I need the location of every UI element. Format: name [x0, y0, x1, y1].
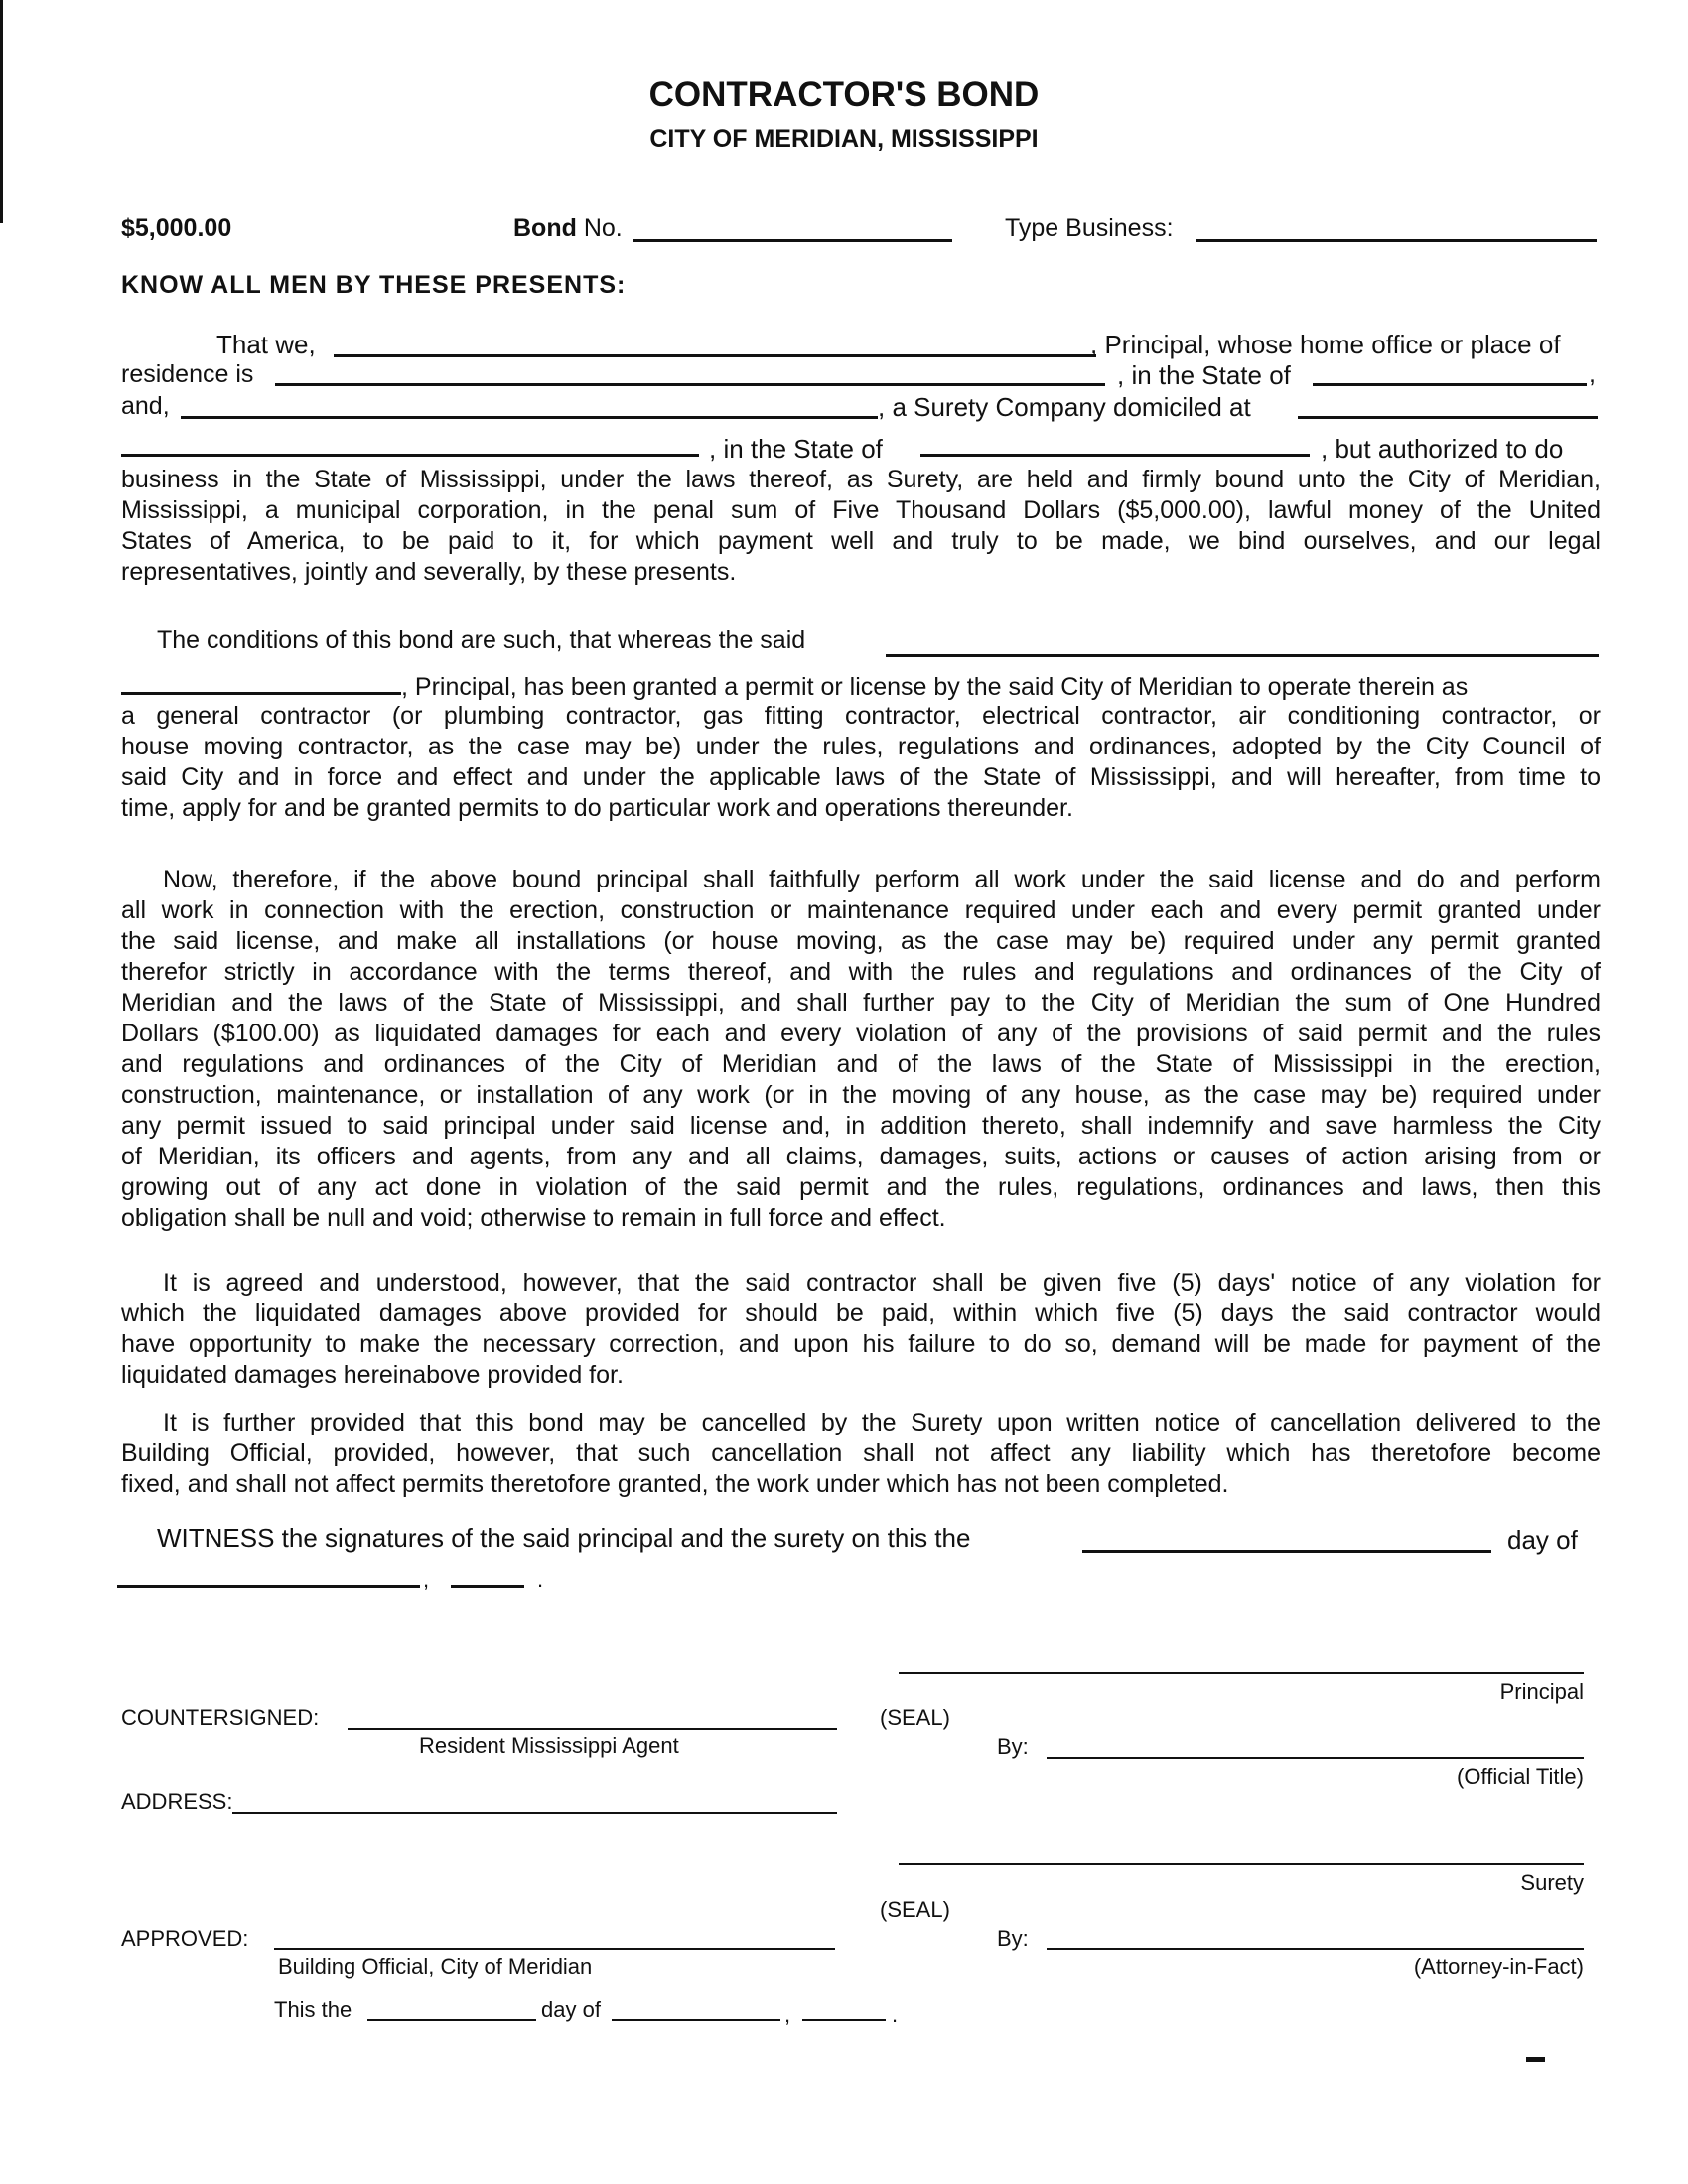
by-label-2: By:: [997, 1926, 1029, 1951]
further-line: Building Official, provided, however, that such cancellation shall not affect any liability which has theretofore become: [121, 1439, 1601, 1467]
principal-text: , Principal, whose home office or place of: [1090, 330, 1561, 359]
address-label: ADDRESS:: [121, 1789, 233, 1814]
seal-1: (SEAL): [880, 1706, 950, 1730]
agreed-line: have opportunity to make the necessary correction, and upon his failure to do so, demand will be made for payment of the: [121, 1330, 1601, 1358]
official-title-label: (Official Title): [1457, 1764, 1584, 1789]
page-subtitle: CITY OF MERIDIAN, MISSISSIPPI: [649, 125, 1039, 153]
principal-name-field[interactable]: [334, 354, 1096, 357]
now-therefore-paragraph: [121, 865, 1601, 1234]
surety-by-field[interactable]: [1047, 1948, 1584, 1950]
that-we-label: That we,: [216, 330, 316, 359]
bond-number-label: [513, 214, 623, 243]
building-official-label: Building Official, City of Meridian: [278, 1954, 593, 1979]
authorized-label: , but authorized to do: [1321, 434, 1564, 464]
countersigned-field[interactable]: [348, 1728, 837, 1730]
attorney-in-fact-label: (Attorney-in-Fact): [1413, 1954, 1584, 1979]
now-therefore-line: any permit issued to said principal under said license and, in addition thereto, shall indemnify and save harmless the City: [121, 1112, 1601, 1140]
by-label-1: By:: [997, 1734, 1029, 1759]
and-label: and,: [121, 392, 170, 420]
now-therefore-line: Meridian and the laws of the State of Mississippi, and shall further pay to the City of Meridian the sum of One Hundred: [121, 989, 1601, 1017]
approved-day-of-label: day of: [541, 1997, 601, 2022]
bond-label-bold: Bond: [513, 214, 577, 242]
further-line: fixed, and shall not affect permits theretofore granted, the work under which has not been completed.: [121, 1470, 1229, 1498]
in-state-label: , in the State of: [1117, 360, 1291, 390]
witness-day-of: day of: [1507, 1525, 1578, 1555]
approved-day-field[interactable]: [367, 2019, 536, 2021]
surety-label: Surety: [1520, 1870, 1584, 1895]
now-therefore-line: construction, maintenance, or installation of any work (or in the moving of any house, as the case may be) required under: [121, 1081, 1601, 1109]
agreed-line: which the liquidated damages above provided for should be paid, within which five (5) days the said contractor would: [121, 1299, 1601, 1327]
agreed-line: It is agreed and understood, however, that the said contractor shall be given five (5) days' notice of any violation for: [163, 1269, 1601, 1297]
conditions-line: said City and in force and effect and under the applicable laws of the State of Mississippi, and will hereafter, from time to: [121, 763, 1601, 791]
further-line: It is further provided that this bond may be cancelled by the Surety upon written notice of cancellation delivered to the: [163, 1409, 1601, 1436]
conditions-line: time, apply for and be granted permits to do particular work and operations thereunder.: [121, 794, 1073, 822]
bond-amount: $5,000.00: [121, 214, 232, 242]
now-therefore-line: of Meridian, its officers and agents, from any and all claims, damages, suits, actions or causes of action arising from or: [121, 1143, 1601, 1170]
page-mark: [1526, 2057, 1545, 2062]
page-title: CONTRACTOR'S BOND: [648, 75, 1040, 114]
witness-period: .: [537, 1568, 544, 1592]
witness-year-field[interactable]: [451, 1585, 524, 1588]
principal-label: Principal: [1499, 1679, 1584, 1704]
witness-month-field[interactable]: [117, 1585, 420, 1588]
witness-comma: ,: [423, 1568, 430, 1592]
approved-label: APPROVED:: [121, 1926, 249, 1951]
conditions-lead: The conditions of this bond are such, that whereas the said: [157, 626, 806, 654]
parties-body: [121, 465, 1601, 588]
conditions-principal-field[interactable]: [886, 654, 1599, 657]
surety-company-field[interactable]: [181, 416, 878, 419]
approved-year-field[interactable]: [802, 2019, 886, 2021]
parties-line: Mississippi, a municipal corporation, in the penal sum of Five Thousand Dollars ($5,000.00), lawful money of the United: [121, 496, 1601, 524]
now-therefore-line: Dollars ($100.00) as liquidated damages for each and every violation of any of the provisions of said permit and the rules: [121, 1020, 1601, 1047]
countersigned-label: COUNTERSIGNED:: [121, 1706, 320, 1730]
surety-state-label: , in the State of: [709, 434, 883, 464]
bond-label-no: No.: [583, 214, 623, 242]
conditions-principal-field-2[interactable]: [121, 692, 401, 695]
approved-period: .: [892, 2002, 899, 2027]
approved-comma: ,: [784, 2002, 791, 2027]
surety-signature-line[interactable]: [899, 1863, 1584, 1865]
now-therefore-line: growing out of any act done in violation of the said permit and the rules, regulations, ordinances and laws, then this: [121, 1173, 1601, 1201]
seal-2: (SEAL): [880, 1897, 950, 1922]
now-therefore-line: and regulations and ordinances of the City of Meridian and of the laws of the State of Mississippi in the erection,: [121, 1050, 1601, 1078]
witness-day-field[interactable]: [1082, 1550, 1491, 1553]
agreed-line: liquidated damages hereinabove provided for.: [121, 1361, 624, 1389]
agreed-paragraph: [121, 1268, 1601, 1391]
residence-field[interactable]: [275, 383, 1105, 386]
residence-state-field[interactable]: [1313, 383, 1587, 386]
conditions-first-line: , Principal, has been granted a permit or license by the said City of Meridian to operate therein as: [401, 673, 1469, 701]
parties-line: business in the State of Mississippi, under the laws thereof, as Surety, are held and firmly bound unto the City of Meridian,: [121, 466, 1601, 493]
now-therefore-line: obligation shall be null and void; otherwise to remain in full force and effect.: [121, 1204, 946, 1232]
principal-signature-line[interactable]: [899, 1672, 1584, 1674]
witness-text: WITNESS the signatures of the said principal and the surety on this the: [157, 1523, 971, 1553]
approved-field[interactable]: [274, 1948, 835, 1950]
now-therefore-line: all work in connection with the erection, construction or maintenance required under each and every permit granted under: [121, 896, 1601, 924]
type-business-label: Type Business:: [1005, 214, 1174, 242]
this-the-label: This the: [274, 1997, 352, 2022]
conditions-line: a general contractor (or plumbing contractor, gas fitting contractor, electrical contractor, air conditioning contractor, or: [121, 702, 1601, 730]
surety-state-field[interactable]: [920, 454, 1310, 457]
intro-heading: KNOW ALL MEN BY THESE PRESENTS:: [121, 271, 627, 299]
now-therefore-line: therefor strictly in accordance with the terms thereof, and with the rules and regulations and ordinances of the City of: [121, 958, 1601, 986]
now-therefore-line: the said license, and make all installations (or house moving, as the case may be) required under any permit granted: [121, 927, 1601, 955]
surety-domicile-field-2[interactable]: [121, 454, 699, 457]
now-therefore-line: Now, therefore, if the above bound principal shall faithfully perform all work under the said license and do and perform: [163, 866, 1601, 893]
principal-by-field[interactable]: [1047, 1757, 1584, 1759]
approved-month-field[interactable]: [612, 2019, 780, 2021]
bond-number-field[interactable]: [633, 239, 952, 242]
type-business-field[interactable]: [1196, 239, 1597, 242]
resident-agent-label: Resident Mississippi Agent: [419, 1733, 679, 1758]
conditions-line: house moving contractor, as the case may be) under the rules, regulations and ordinances, adopted by the City Council of: [121, 733, 1601, 760]
address-field[interactable]: [232, 1812, 837, 1814]
surety-domiciled-label: , a Surety Company domiciled at: [878, 392, 1251, 422]
state-comma: ,: [1589, 360, 1596, 388]
surety-domicile-field[interactable]: [1298, 416, 1598, 419]
conditions-body: [121, 701, 1601, 824]
further-paragraph: [121, 1408, 1601, 1500]
residence-label: residence is: [121, 360, 254, 388]
parties-line: States of America, to be paid to it, for which payment well and truly to be made, we bind ourselves, and our legal: [121, 527, 1601, 555]
parties-line: representatives, jointly and severally, by these presents.: [121, 558, 737, 586]
